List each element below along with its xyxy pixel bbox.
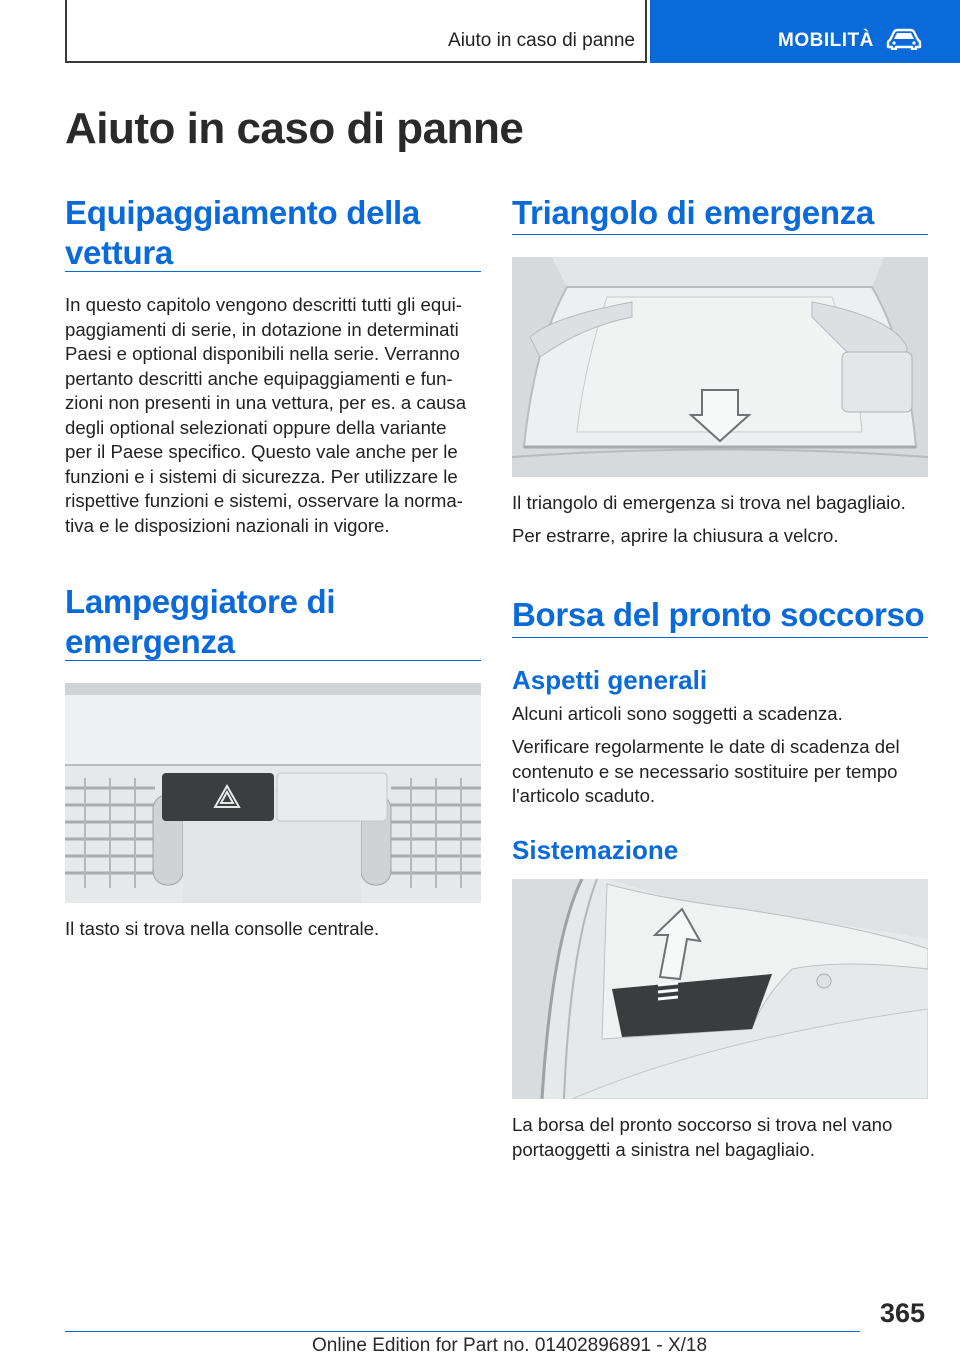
- page-title: Aiuto in caso di panne: [65, 104, 524, 153]
- hazard-heading-line1: Lampeggiatore di: [65, 583, 336, 620]
- equipment-heading: [65, 193, 420, 273]
- equipment-heading-line1: Equipaggiamento della: [65, 194, 420, 231]
- trunk-triangle-illustration: [512, 257, 928, 477]
- storage-caption: [512, 1113, 928, 1162]
- hazard-button-illustration: [65, 683, 481, 903]
- triangle-para2: Per estrarre, aprire la chiusura a velcro.: [512, 525, 839, 546]
- body-line: degli optional selezionati oppure della variante: [65, 416, 447, 438]
- footer-rule: [65, 1331, 860, 1332]
- general-para1: Alcuni articoli sono soggetti a scadenza.: [512, 703, 843, 724]
- header-section-box: [65, 0, 647, 63]
- storage-heading: Sistemazione: [512, 835, 679, 865]
- first-aid-heading-rule: [512, 637, 928, 638]
- body-line: Paesi e optional disponibili nella serie. Verranno: [65, 343, 460, 364]
- body-line: Verificare regolarmente le date di scadenza del: [512, 736, 900, 757]
- general-heading: Aspetti generali: [512, 665, 708, 695]
- hazard-caption: Il tasto si trova nella consolle centrale.: [65, 918, 380, 939]
- body-line: tiva e le disposizioni nazionali in vigore.: [65, 514, 390, 536]
- triangle-heading-rule: [512, 234, 928, 235]
- hazard-heading-rule: [65, 660, 481, 661]
- header-section-title: Aiuto in caso di panne: [448, 30, 635, 51]
- body-line: portaoggetti a sinistra nel bagagliaio.: [512, 1138, 815, 1160]
- body-line: paggiamenti di serie, in dotazione in determinati: [65, 318, 459, 340]
- equipment-heading-rule: [65, 271, 481, 272]
- page-number: 365: [879, 1298, 925, 1328]
- body-line: funzioni e i sistemi di sicurezza. Per utilizzare le: [65, 465, 458, 487]
- body-line: pertanto descritti anche equipaggiamenti e fun-: [65, 367, 453, 389]
- header-mobility-tab[interactable]: [650, 0, 960, 63]
- header-tab-label: MOBILITÀ: [778, 30, 874, 51]
- general-para2: [512, 735, 928, 809]
- equipment-heading-line2: vettura: [65, 234, 173, 271]
- body-line: La borsa del pronto soccorso si trova nel vano: [512, 1114, 893, 1135]
- equipment-body: [65, 293, 481, 538]
- car-icon: [886, 28, 922, 50]
- hazard-heading-line2: emergenza: [65, 623, 235, 660]
- body-line: In questo capitolo vengono descritti tutti gli equi-: [65, 294, 462, 315]
- triangle-heading: Triangolo di emergenza: [512, 194, 874, 231]
- body-line: zioni non presenti in una vettura, per es. a causa: [65, 392, 467, 413]
- body-line: l'articolo scaduto.: [512, 785, 656, 806]
- first-aid-storage-illustration: [512, 879, 928, 1099]
- triangle-para1: Il triangolo di emergenza si trova nel bagagliaio.: [512, 492, 906, 513]
- hazard-heading: [65, 582, 335, 662]
- first-aid-heading: Borsa del pronto soccorso: [512, 596, 925, 633]
- footer-edition: Online Edition for Part no. 01402896891 - X/18: [312, 1335, 708, 1356]
- body-line: rispettive funzioni e sistemi, osservare la norma-: [65, 490, 463, 511]
- body-line: per il Paese specifico. Questo vale anche per le: [65, 441, 458, 462]
- body-line: contenuto e se necessario sostituire per tempo: [512, 760, 898, 782]
